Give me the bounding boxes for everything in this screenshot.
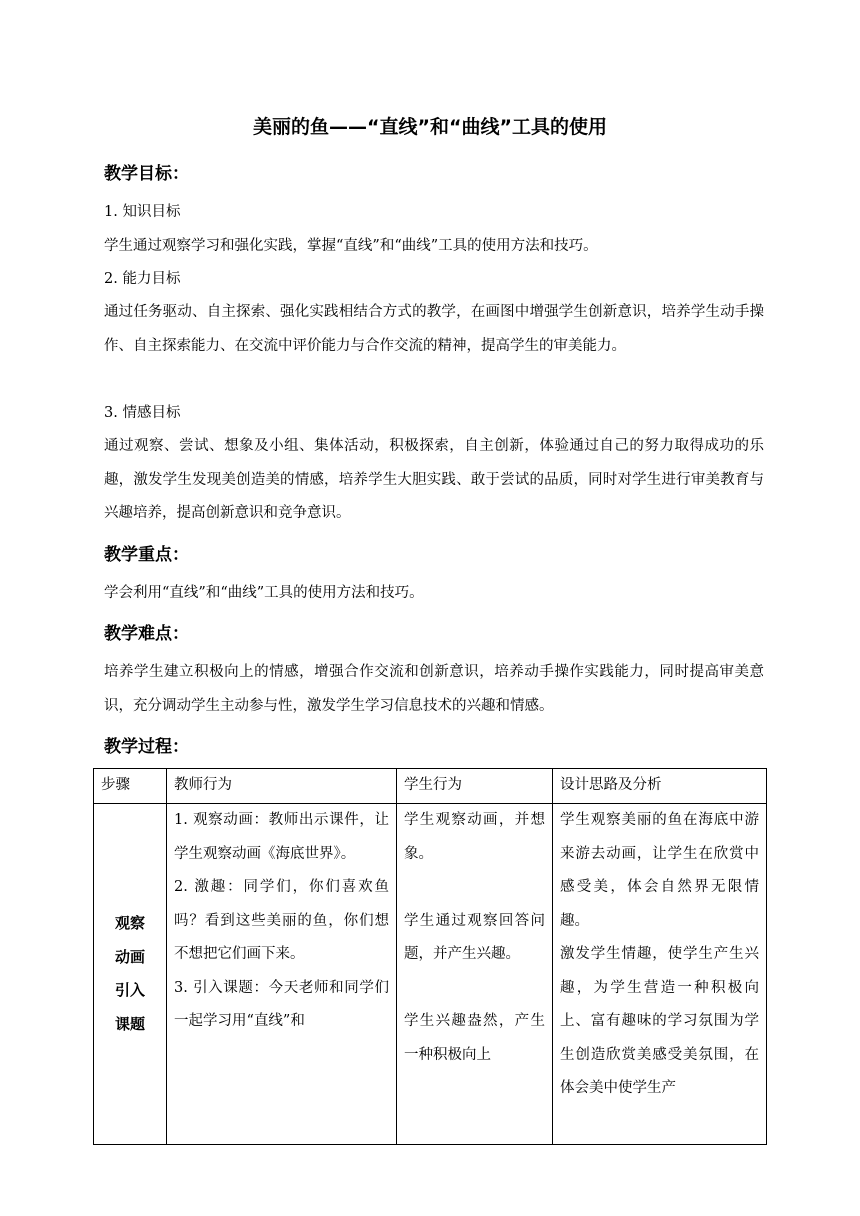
teacher-action-observe: 1. 观察动画：教师出示课件，让学生观察动画《海底世界》。 (174, 812, 389, 862)
design-analysis-observe: 学生观察美丽的鱼在海底中游来游去动画，让学生在欣赏中感受美，体会自然界无限情趣。 (560, 812, 759, 929)
key-points-text: 学会利用“直线”和“曲线”工具的使用方法和技巧。 (104, 585, 424, 601)
column-header-step: 步骤 (94, 769, 167, 804)
teacher-cell (167, 804, 397, 1145)
document-title: 美丽的鱼——“直线”和“曲线”工具的使用 (253, 116, 607, 138)
design-analysis-motivate: 激发学生情趣，使学生产生兴趣，为学生营造一种积极向上、富有趣味的学习氛围为学生创造欣赏美感受美氛围，在体会美中使学生产 (560, 946, 759, 1096)
table-header-row (94, 769, 767, 804)
column-header-teacher: 教师行为 (167, 769, 397, 804)
difficulties-text: 培养学生建立积极向上的情感，增强合作交流和创新意识，培养动手操作实践能力，同时提高审美意识，充分调动学生主动参与性，激发学生学习信息技术的兴趣和情感。 (104, 664, 764, 714)
design-cell (553, 804, 767, 1145)
column-header-student: 学生行为 (397, 769, 553, 804)
ability-goal-title: 2. 能力目标 (104, 271, 181, 287)
student-action-answer: 学生通过观察回答问题，并产生兴趣。 (404, 912, 545, 962)
ability-goal-text: 通过任务驱动、自主探索、强化实践相结合方式的教学，在画图中增强学生创新意识，培养学生动手操作、自主探索能力、在交流中评价能力与合作交流的精神，提高学生的审美能力。 (104, 304, 764, 354)
objectives-heading: 教学目标： (104, 164, 189, 184)
column-header-design: 设计思路及分析 (553, 769, 767, 804)
knowledge-goal-title: 1. 知识目标 (104, 204, 181, 220)
process-heading: 教学过程： (104, 737, 189, 757)
step-label-line: 引入 (114, 981, 145, 999)
step-cell (94, 804, 167, 1145)
teacher-action-introduce: 3. 引入课题：今天老师和同学们一起学习用“直线”和 (174, 979, 389, 1029)
student-action-observe: 学生观察动画，并想象。 (404, 812, 545, 862)
step-label-line: 观察 (114, 914, 145, 932)
student-action-interest: 学生兴趣盎然，产生一种积极向上 (404, 1013, 545, 1063)
step-label-line: 课题 (114, 1014, 145, 1033)
process-table (93, 768, 767, 1145)
student-cell (397, 804, 553, 1145)
difficulties-heading: 教学难点： (104, 624, 189, 644)
knowledge-goal-text: 学生通过观察学习和强化实践，掌握“直线”和“曲线”工具的使用方法和技巧。 (104, 238, 598, 254)
emotion-goal-title: 3. 情感目标 (104, 405, 181, 421)
teacher-action-motivate: 2. 激趣：同学们，你们喜欢鱼吗？看到这些美丽的鱼，你们想不想把它们画下来。 (174, 879, 389, 962)
table-row (94, 804, 767, 1145)
key-points-heading: 教学重点： (104, 545, 189, 565)
emotion-goal-text: 通过观察、尝试、想象及小组、集体活动，积极探索，自主创新，体验通过自己的努力取得成功的乐趣，激发学生发现美创造美的情感，培养学生大胆实践、敢于尝试的品质，同时对学生进行审美教育与兴趣培养，提高创新意识和竞争意识。 (104, 438, 764, 521)
step-label-line: 动画 (114, 947, 145, 966)
